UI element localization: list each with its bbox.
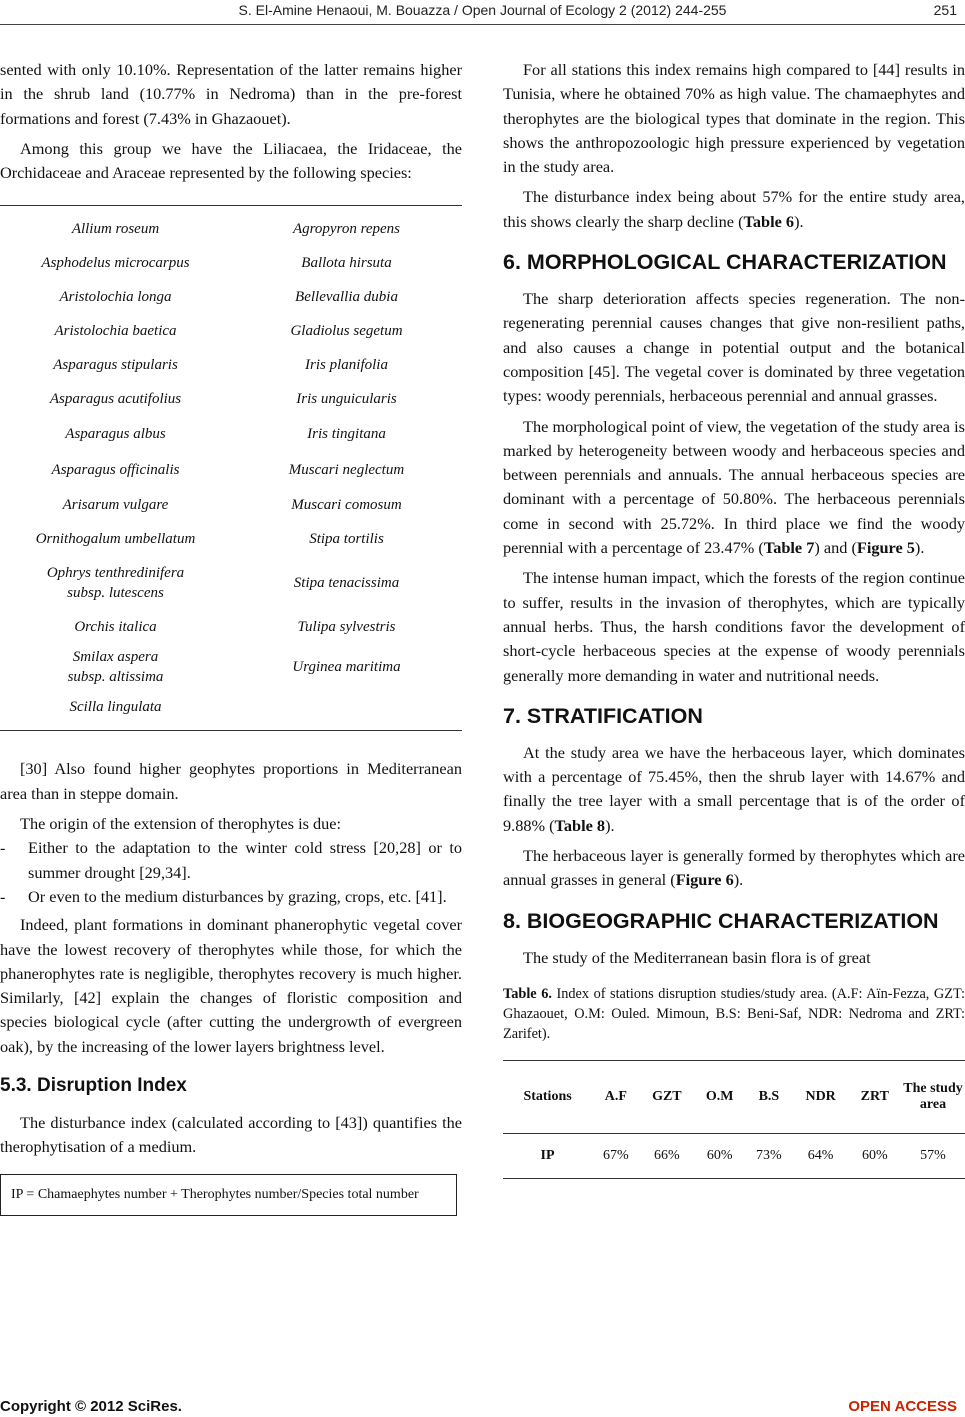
figure-ref-link[interactable]: Figure 5	[856, 538, 915, 558]
table-ref-link[interactable]: Table 6	[743, 211, 795, 231]
table-row	[0, 416, 462, 452]
species-name: Allium roseum	[71, 221, 160, 238]
table-row	[503, 1133, 965, 1178]
table-row	[0, 348, 462, 382]
table-row	[0, 522, 462, 556]
paragraph: For all stations this index remains high compared to [44] results in Tunisia, where he obtained 70% as high value. The chamaephytes and therophytes are the biological types that dominate in the region. This shows the anthropozoologic high pressure experienced by vegetation in the study area.	[503, 60, 965, 177]
species-name: Asparagus albus	[65, 426, 166, 443]
species-name: Muscari comosum	[291, 497, 402, 514]
table-header-cell: NDR	[793, 1060, 849, 1133]
section-heading: 8. BIOGEOGRAPHIC CHARACTERIZATION	[503, 908, 939, 933]
table-row	[0, 644, 462, 690]
table-header-cell: O.M	[694, 1060, 745, 1133]
table-row	[0, 280, 462, 314]
table-row	[0, 488, 462, 522]
section-heading: 5.3. Disruption Index	[0, 1075, 187, 1097]
right-column	[503, 58, 965, 1179]
table-bottom-rule	[0, 730, 462, 731]
species-name: Urginea maritima	[292, 659, 401, 676]
bullet-list	[0, 836, 462, 909]
table-header-cell: GZT	[640, 1060, 695, 1133]
paragraph: The morphological point of view, the vegetation of the study area is marked by heterogeneity between woody and herbaceous species and between perennials and annuals. The annual herbaceous species are dominant with a percentage of 50.80%. The herbaceous perennials come in second with 25.72%. In third place we find the woody perennial with a percentage of 23.47% (Table 7) and (Figure 5).	[503, 416, 965, 558]
table-row	[0, 452, 462, 488]
paragraph: The origin of the extension of therophytes is due:	[20, 814, 342, 834]
species-name: Muscari neglectum	[288, 462, 405, 479]
figure-ref-link[interactable]: Figure 6	[675, 870, 734, 890]
footer-open-access[interactable]: OPEN ACCESS	[848, 1398, 957, 1415]
table-row	[0, 610, 462, 644]
table-row	[0, 314, 462, 348]
species-name: Smilax aspera subsp. altissima	[67, 649, 164, 686]
paragraph: The disturbance index (calculated according to [43]) quantifies the therophytisation of a medium.	[0, 1113, 462, 1157]
paragraph: The herbaceous layer is generally formed by therophytes which are annual grasses in general (Figure 6).	[503, 846, 965, 890]
table-header-cell: Stations	[503, 1060, 592, 1133]
table-header-cell: A.F	[592, 1060, 639, 1133]
table-row	[0, 212, 462, 246]
section-heading: 7. STRATIFICATION	[503, 703, 703, 728]
paragraph: Among this group we have the Liliacaea, the Iridaceae, the Orchidaceae and Araceae represented by the following species:	[0, 138, 462, 183]
page-number: 251	[933, 2, 957, 18]
species-name: Orchis italica	[74, 619, 157, 636]
species-name: Bellevallia dubia	[295, 289, 398, 306]
section-heading: 6. MORPHOLOGICAL CHARACTERIZATION	[503, 250, 947, 275]
paragraph: At the study area we have the herbaceous layer, which dominates with a percentage of 75.45%, then the shrub layer with 14.67% and finally the tree layer with a small percentage that is of the order of 9.88% (Table 8).	[503, 742, 965, 835]
species-name: Asparagus stipularis	[53, 357, 178, 374]
footer-copyright: Copyright © 2012 SciRes.	[0, 1398, 182, 1415]
species-name: Iris planifolia	[305, 357, 388, 374]
table-top-rule	[0, 205, 462, 206]
table-header-cell: The study area	[901, 1060, 965, 1133]
species-name: Tulipa sylvestris	[297, 619, 396, 636]
species-name: Aristolochia baetica	[54, 323, 177, 340]
table-header-cell: ZRT	[849, 1060, 901, 1133]
paragraph: [30] Also found higher geophytes proportions in Mediterranean area than in steppe domain.	[0, 759, 462, 803]
table-cell: 57%	[901, 1133, 965, 1178]
species-name: Agropyron repens	[292, 221, 401, 238]
species-name: Ballota hirsuta	[301, 255, 392, 272]
species-name: Iris tingitana	[307, 426, 386, 443]
table-row	[0, 690, 462, 724]
paragraph: sented with only 10.10%. Representation of the latter remains higher in the shrub land (10.77% in Nedroma) than in the pre-forest formations and forest (7.43% in Ghazaouet).	[0, 60, 462, 128]
species-name: Gladiolus segetum	[290, 323, 403, 340]
list-marker: -	[0, 838, 6, 858]
list-item-text: Either to the adaptation to the winter cold stress [20,28] or to summer drought [29,34].	[28, 838, 462, 882]
paragraph: The study of the Mediterranean basin flora is of great	[523, 947, 871, 967]
species-name: Scilla lingulata	[69, 699, 162, 716]
table-ref-link[interactable]: Table 7	[763, 538, 815, 558]
species-name: Stipa tenacissima	[293, 575, 400, 592]
table-cell: 64%	[793, 1133, 849, 1178]
species-name: Arisarum vulgare	[62, 497, 169, 514]
species-name: Ornithogalum umbellatum	[35, 531, 196, 548]
table-header-cell: B.S	[745, 1060, 792, 1133]
species-name: Iris unguicularis	[296, 391, 397, 408]
paragraph: Indeed, plant formations in dominant phanerophytic vegetal cover have the lowest recovery of therophytes while those, for which the phanerophytes rate is negligible, therophytes recovery is much higher. Similarly, [42] explain the changes of floristic composition and species biological cycle (after cutting the undergrowth of evergreen oak), by the increasing of the lower layers brightness level.	[0, 915, 462, 1056]
species-name: Stipa tortilis	[309, 531, 384, 548]
species-name: Aristolochia longa	[59, 289, 172, 306]
running-header: S. El-Amine Henaoui, M. Bouazza / Open Journal of Ecology 2 (2012) 244-255	[238, 2, 727, 18]
table-cell: 73%	[745, 1133, 792, 1178]
species-name: Asparagus acutifolius	[49, 391, 182, 408]
paragraph: The sharp deterioration affects species regeneration. The non-regenerating perennial causes changes that give non-resilient paths, and also causes a change in potential output and the botanical composition [45]. The vegetal cover is dominated by three vegetation types: woody perennials, herbaceous perennial and annual grasses.	[503, 289, 965, 406]
list-item-text: Or even to the medium disturbances by grazing, crops, etc. [41].	[28, 886, 447, 906]
list-item	[0, 836, 462, 885]
paragraph: The disturbance index being about 57% for the entire study area, this shows clearly the sharp decline (Table 6).	[503, 187, 965, 231]
table-cell: 66%	[640, 1133, 695, 1178]
formula-box: IP = Chamaephytes number + Therophytes number/Species total number	[0, 1174, 457, 1216]
species-name: Ophrys tenthredinifera subsp. lutescens	[46, 565, 185, 602]
table-row-label: IP	[503, 1133, 592, 1178]
header-rule	[0, 24, 965, 25]
species-table	[0, 212, 462, 724]
paragraph: The intense human impact, which the forests of the region continue to suffer, results in the invasion of therophytes, which are typically annual herbs. Thus, the harsh conditions favor the development of short-cycle herbaceous species at the expense of woody perennials generally more demanding in water and nutritional needs.	[503, 568, 965, 685]
species-name: Asphodelus microcarpus	[41, 255, 190, 272]
table-row	[0, 246, 462, 280]
table-6	[503, 1060, 965, 1179]
table-cell: 60%	[849, 1133, 901, 1178]
species-name	[231, 690, 462, 724]
table-caption: Table 6. Index of stations disruption studies/study area. (A.F: Aïn-Fezza, GZT: Ghazaouet, O.M: Ouled. Mimoun, B.S: Beni-Saf, NDR: Nedroma and ZRT: Zarifet).	[503, 985, 965, 1042]
table-ref-link[interactable]: Table 8	[554, 815, 606, 835]
species-name: Asparagus officinalis	[51, 462, 180, 479]
list-marker: -	[0, 886, 6, 906]
table-header-row	[503, 1060, 965, 1133]
table-cell: 67%	[592, 1133, 639, 1178]
left-column	[0, 58, 462, 1216]
table-row	[0, 556, 462, 610]
list-item	[0, 885, 462, 909]
table-row	[0, 382, 462, 416]
table-cell: 60%	[694, 1133, 745, 1178]
